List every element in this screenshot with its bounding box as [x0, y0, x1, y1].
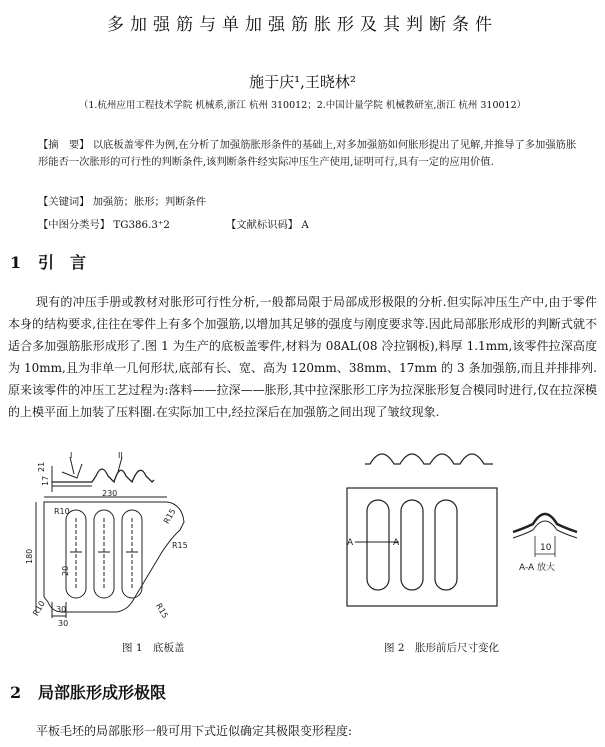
fig1-dim-230: 230: [102, 489, 118, 498]
section-2-first-line: 平板毛坯的局部胀形一般可用下式近似确定其极限变形程度:: [36, 724, 353, 738]
abstract: [38, 137, 578, 170]
intro-paragraph: [8, 291, 597, 423]
fig1-dim-21: 21: [37, 461, 46, 472]
section-1-title: 引 言: [38, 253, 87, 272]
section-1-number: 1: [10, 253, 22, 272]
fig2-section-label: A-A 放大: [519, 563, 556, 573]
classification-label: 【中图分类号】: [38, 219, 111, 231]
section-1-heading: [10, 250, 86, 273]
fig2-a-right: A: [393, 538, 400, 548]
fig2-a-left: A: [347, 538, 354, 548]
section-2-number: 2: [10, 683, 22, 702]
keywords-label: 【关键词】: [38, 196, 90, 208]
section-2-title: 局部胀形成形极限: [38, 683, 167, 702]
figure-2-caption: 图 2 胀形前后尺寸变化: [384, 642, 500, 654]
paper-title: 多加强筋与单加强筋胀形及其判断条件: [107, 15, 498, 35]
abstract-label: 【摘 要】: [38, 139, 90, 151]
figure-1-caption: 图 1 底板盖: [122, 642, 185, 654]
fig1-dim-20: 20: [61, 565, 70, 576]
fig1-r15-top: R15: [161, 507, 178, 526]
fig1-r10-top: R10: [54, 507, 70, 516]
affiliation: （1.杭州应用工程技术学院 机械系,浙江 杭州 310012；2.中国计量学院 机械教研室,浙江 杭州 310012）: [78, 100, 527, 111]
fig1-r15-bottom: R15: [154, 601, 170, 620]
doc-code-label: 【文献标识码】: [226, 219, 299, 231]
fig1-r10-bottom: R10: [31, 599, 47, 618]
authors: 施于庆¹,王晓林²: [249, 73, 356, 91]
fig1-dim-17: 17: [41, 475, 50, 486]
classification-text: TG386.3⁺2: [113, 219, 170, 231]
fig1-mark-2: II: [118, 452, 123, 460]
doc-code-text: A: [301, 219, 309, 231]
section-2-heading: [10, 680, 166, 703]
doc-code: [226, 216, 309, 231]
intro-paragraph-text: 现有的冲压手册或教材对胀形可行性分析,一般都局限于局部成形极限的分析.但实际冲压生产中,由于零件本身的结构要求,往往在零件上有多个加强筋,以增加其足够的强度与刚度要求等.因此局部胀形成形的判断式就不适合多加强筋胀形成形了.图 1 为生产的底板盖零件,材料为 08AL(08 冷拉钢板),料厚 1.1mm,该零件拉深高度为 10mm,且为非单一几何形状,底部有长、宽、高为 120mm、38mm、17mm 的 3 条加强筋,而且并排排列.原来该零件的冲压工艺过程为:落料——拉深——胀形,其中拉深胀形工序为拉深胀形复合模同时进行,仅在拉深模的上模平面上加装了压料圈.在实际加工中,经拉深后在加强筋之间出现了皱纹现象.: [8, 295, 597, 419]
figure-2-drawing: [335, 442, 590, 622]
fig1-dim-30a: 30: [56, 605, 67, 614]
keywords-text: 加强筋；胀形；判断条件: [92, 196, 207, 208]
fig2-dim-10: 10: [540, 543, 552, 553]
figure-1-drawing: [22, 452, 247, 627]
fig1-dim-30b: 30: [58, 619, 69, 627]
fig1-dim-180: 180: [25, 548, 34, 564]
fig1-r15-mid: R15: [172, 541, 188, 550]
keywords: [38, 193, 206, 208]
fig1-mark-1: I: [70, 452, 73, 460]
abstract-text: 以底板盖零件为例,在分析了加强筋胀形条件的基础上,对多加强筋如何胀形提出了见解,并推导了多加强筋胀形能否一次胀形的可行性的判断条件,该判断条件经实际冲压生产使用,证明可行,具有一定的应用价值.: [38, 139, 577, 168]
classification: [38, 216, 170, 231]
